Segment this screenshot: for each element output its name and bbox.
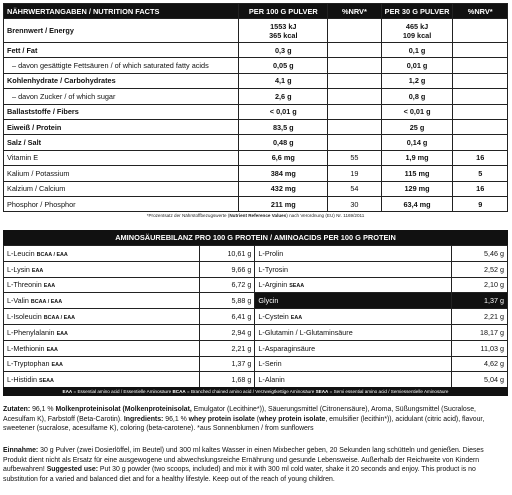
amino-name-text: L-Threonin [7,280,42,290]
value-per30: 0,8 g [381,89,453,104]
nutrition-row [4,104,508,119]
amino-name [4,293,200,309]
ingredients-seg: 96,1 % [163,415,189,423]
amino-value: 6,72 g [199,277,255,293]
value-per30: 63,4 mg [381,196,453,211]
value-per30: 115 mg [381,166,453,181]
nutrition-row [4,43,508,58]
nutrient-name: Salz / Salt [4,135,239,150]
amino-legend [3,387,508,396]
nrv-per100 [328,104,382,119]
amino-name [4,372,200,388]
amino-name-text: L-Serin [258,359,282,369]
nrv-per30: 16 [453,150,508,165]
amino-name-text: L-Histidin [7,375,37,385]
amino-name-text: L-Leucin [7,248,35,258]
amino-title: AMINOSÄUREBILANZ PRO 100 G PROTEIN / AMINOACIDS PER 100 G PROTEIN [3,230,508,245]
nutrition-row [4,19,508,43]
amino-name [4,324,200,340]
value-per100: 0,3 g [239,43,328,58]
nrv-per30: 16 [453,181,508,196]
usage-text [3,446,509,484]
amino-name-text: Glycin [258,296,279,306]
nutrition-row [4,135,508,150]
usage-label-de: Einnahme: [3,447,39,454]
value-per100 [239,19,328,43]
amino-name-text: L-Cystein [258,312,289,322]
amino-tag: EAA [46,346,58,353]
amino-name-text: L-Alanin [258,375,285,385]
amino-tag: EAA [56,330,68,337]
nrv-per100 [328,135,382,150]
nutrition-row [4,119,508,134]
nrv-per30 [453,135,508,150]
amino-name [255,340,452,356]
amino-value: 2,21 g [199,340,255,356]
nrv-per100: 19 [328,166,382,181]
nutrient-name: Eiweiß / Protein [4,119,239,134]
nutrient-name: Ballaststoffe / Fibers [4,104,239,119]
amino-name [255,277,452,293]
nutrient-name: – davon gesättigte Fettsäuren / of which saturated fatty acids [4,58,239,73]
amino-value: 10,61 g [199,246,255,262]
nutrition-header-per100: PER 100 G PULVER [239,4,328,19]
nutrition-row [4,73,508,88]
amino-value: 9,66 g [199,261,255,277]
amino-name-text: L-Methionin [7,343,45,353]
amino-name [255,261,452,277]
value-per100: 0,05 g [239,58,328,73]
nutrient-name: Phosphor / Phosphor [4,196,239,211]
nrv-per30 [453,89,508,104]
value-per100-kj: 1553 kJ [270,21,297,31]
amino-tag: EAA [51,362,63,369]
amino-row [4,356,508,372]
usage-text-en: Put 30 g powder (two scoops, included) and mix it with 300 ml cold water, shake it 20 seconds and enjoy. This product is no substitution for a varied and balanced diet and for a healthy lifestyle. Keep out of the reach of young children. [3,466,476,483]
nrv-per100 [328,119,382,134]
nutrition-row [4,166,508,181]
nutrition-header-nrv100: %NRV* [328,4,382,19]
nutrition-row [4,150,508,165]
value-per100: 211 mg [239,196,328,211]
amino-name-text: L-Glutamin / L-Glutaminsäure [258,327,353,337]
amino-name [255,324,452,340]
nrv-per100: 30 [328,196,382,211]
amino-name-text: L-Valin [7,296,29,306]
amino-value: 4,62 g [452,356,508,372]
value-per100: 83,5 g [239,119,328,134]
value-per30: 0,01 g [381,58,453,73]
nutrition-header-per30: PER 30 G PULVER [381,4,453,19]
nutrition-header-name: NÄHRWERTANGABEN / NUTRITION FACTS [4,4,239,19]
nutrition-row [4,58,508,73]
amino-name [255,246,452,262]
nrv-per100 [328,43,382,58]
value-per100: 6,6 mg [239,150,328,165]
nrv-footnote [3,211,508,221]
value-per30-kcal: 109 kcal [402,30,432,40]
amino-value: 2,10 g [452,277,508,293]
nutrition-table [3,3,508,212]
footnote-bold: Nutrient Reference Values [229,213,287,218]
nutrition-row [4,196,508,211]
amino-name-text: L-Asparaginsäure [258,343,316,353]
amino-name [255,356,452,372]
amino-name-text: L-Phenylalanin [7,327,55,337]
value-per100: 2,6 g [239,89,328,104]
amino-value: 2,52 g [452,261,508,277]
amino-row [4,277,508,293]
amino-name [4,340,200,356]
amino-table [3,245,508,388]
amino-tag: BCAA / EAA [30,299,63,306]
ingredients-text [3,405,509,434]
nutrition-row [4,181,508,196]
nrv-per30 [453,19,508,43]
amino-value: 5,46 g [452,246,508,262]
amino-value: 1,37 g [452,293,508,309]
nutrient-name: Fett / Fat [4,43,239,58]
amino-name [4,246,200,262]
amino-row [4,246,508,262]
nrv-per30: 9 [453,196,508,211]
value-per100-kcal: 365 kcal [269,30,298,40]
value-per30: 25 g [381,119,453,134]
value-per100: 4,1 g [239,73,328,88]
nrv-per30 [453,73,508,88]
amino-value: 2,94 g [199,324,255,340]
value-per30: 1,2 g [381,73,453,88]
amino-row [4,324,508,340]
value-per30: 129 mg [381,181,453,196]
amino-row [4,309,508,325]
amino-name [4,261,200,277]
nrv-per30 [453,119,508,134]
ingredients-bold: Molkenproteinisolat (Molkenproteinisolat, [55,406,192,413]
amino-value: 5,88 g [199,293,255,309]
amino-value: 18,17 g [452,324,508,340]
amino-name [255,372,452,388]
amino-tag: EAA [31,267,44,274]
nrv-per100 [328,58,382,73]
footnote-text: *Prozentsatz der Nährstoffbezugswerte ( [146,213,230,218]
amino-tag: BCAA / EAA [43,315,76,322]
amino-row [4,372,508,388]
amino-value: 5,04 g [452,372,508,388]
amino-name-text: L-Prolin [258,248,284,258]
ingredients-seg: Emulgator (Lecithine*)), Säuerungsmittel (Citronensäure), Aroma, Süßungsmittel (Sucralose, Acesulfam K), Farbstoff (Beta-Carotin). [3,406,476,423]
amino-name [4,277,200,293]
amino-tag: SEAA [289,283,305,290]
value-per100: 432 mg [239,181,328,196]
amino-value: 1,68 g [199,372,255,388]
legend-text: = Branched chained amino acid / Verzweigtkettige Aminosäure [185,389,316,394]
nutrient-name: Kohlenhydrate / Carbohydrates [4,73,239,88]
ingredients-label-de: Zutaten: [3,406,31,413]
amino-name-text: L-Tyrosin [258,264,288,274]
value-per100: 384 mg [239,166,328,181]
amino-name-text: L-Lysin [7,264,30,274]
nrv-per100: 55 [328,150,382,165]
amino-tag: SEAA [38,378,54,385]
value-per30: 1,9 mg [381,150,453,165]
ingredients-bold: whey protein isolate [259,415,326,423]
amino-tag: BCAA / EAA [36,251,68,258]
nrv-per100 [328,19,382,43]
amino-value: 1,37 g [199,356,255,372]
amino-row [4,293,508,309]
usage-text-de: 30 g Pulver (zwei Dosierlöffel, im Beutel) und 300 ml kaltes Wasser in einen Mixbecher geben, 20 Sekunden lang schütteln und genießen. Dieses Produkt dient nicht als Ersatz für eine ausgewogene und abwechslungsreiche Ernährung und gesunde Lebensweise. Außerhalb der Reichweite von Kindern aufbewahren! [3,447,484,474]
value-per30 [381,19,453,43]
footnote-text-end: ) nach Verordnung (EU) Nr. 1169/2011 [286,213,365,218]
ingredients-seg: 96,1 % [30,406,56,413]
ingredients-label-en: Ingredients: [123,415,164,423]
legend-text: = Semi essential amino acid / Semiessentielle Aminosäure [328,389,449,394]
amino-tag: EAA [290,315,303,322]
amino-value: 2,21 g [452,309,508,325]
value-per100: 0,48 g [239,135,328,150]
amino-row [4,261,508,277]
legend-abbr: BCAA [172,389,186,394]
amino-name [255,309,452,325]
legend-text: = Essential amino acid / Essentielle Aminosäure [72,389,173,394]
value-per30: 0,1 g [381,43,453,58]
ingredients-seg: ( [254,415,260,423]
nutrient-name: Vitamin E [4,150,239,165]
amino-name [4,356,200,372]
amino-name [255,293,452,309]
legend-abbr: SEAA [315,389,329,394]
value-per30: < 0,01 g [381,104,453,119]
nrv-per100 [328,73,382,88]
legend-abbr: EAA [62,389,73,394]
amino-name [4,309,200,325]
nrv-per30: 5 [453,166,508,181]
nrv-per100 [328,89,382,104]
nutrition-row [4,89,508,104]
nrv-per30 [453,43,508,58]
nrv-per30 [453,104,508,119]
nutrient-name: – davon Zucker / of which sugar [4,89,239,104]
nrv-per100: 54 [328,181,382,196]
usage-label-en: Suggested use: [46,466,98,474]
amino-tag: EAA [43,283,56,290]
amino-name-text: L-Tryptophan [7,359,50,369]
amino-value: 11,03 g [452,340,508,356]
value-per30-kj: 465 kJ [405,21,429,31]
nrv-per30 [453,58,508,73]
ingredients-seg: , emulsifier (lecithin*)), acidulant (citric acid), flavour, sweetener (sucralose, acesulfame K), coloring (beta-carotene). *aus Sonnenblumen / from sunflowers [3,415,485,433]
amino-name-text: L-Isoleucin [7,312,42,322]
nutrient-name: Kalzium / Calcium [4,181,239,196]
amino-name-text: L-Arginin [258,280,288,290]
nutrition-header-row [4,4,508,19]
value-per30: 0,14 g [381,135,453,150]
nutrient-name: Kalium / Potassium [4,166,239,181]
amino-row [4,340,508,356]
amino-value: 6,41 g [199,309,255,325]
nutrition-header-nrv30: %NRV* [453,4,508,19]
ingredients-bold: whey protein isolate [188,415,255,423]
nutrient-name: Brennwert / Energy [4,19,239,43]
value-per100: < 0,01 g [239,104,328,119]
